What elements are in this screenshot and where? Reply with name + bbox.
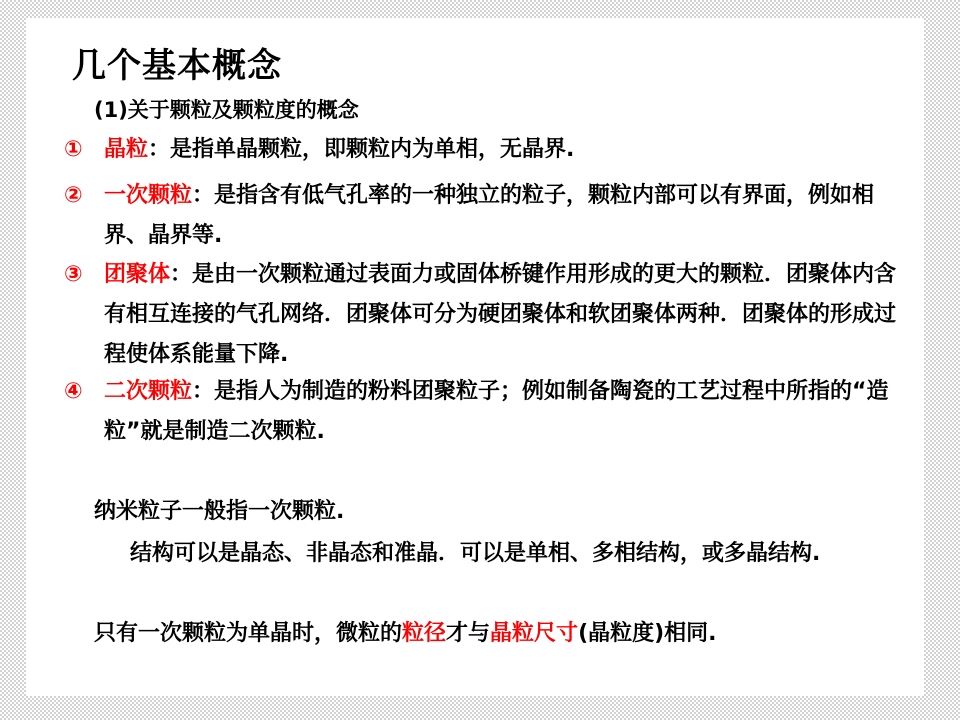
item-text: ：是指含有低气孔率的一种独立的粒子，颗粒内部可以有界面，例如相界、晶界等. (104, 183, 875, 248)
paragraph-structure: 结构可以是晶态、非晶态和准晶．可以是单相、多相结构，或多晶结构. (130, 541, 821, 566)
item-marker: ① (64, 137, 83, 162)
slide (26, 18, 924, 696)
highlight-grain-size: 晶粒尺寸 (490, 621, 579, 646)
item-marker: ② (64, 183, 83, 208)
item-text: ：是指单晶颗粒，即颗粒内为单相，无晶界. (148, 137, 575, 162)
paragraph-text: 才与 (446, 621, 491, 646)
item-term: 晶粒 (104, 137, 149, 162)
item-text: ：是由一次颗粒通过表面力或固体桥键作用形成的更大的颗粒．团聚体内含有相互连接的气孔网络．团聚体可分为硬团聚体和软团聚体两种．团聚体的形成过程使体系能量下降. (104, 262, 897, 367)
item-marker: ③ (64, 262, 83, 287)
paragraph-text: (晶粒度)相同. (578, 621, 717, 646)
item-term: 团聚体 (104, 262, 171, 287)
item-marker: ④ (64, 379, 83, 404)
paragraph-text: 只有一次颗粒为单晶时，微粒的 (94, 621, 403, 646)
item-text: ：是指人为制造的粉料团聚粒子；例如制备陶瓷的工艺过程中所指的“造粒”就是制造二次颗粒. (104, 379, 889, 444)
paragraph-single-crystal (94, 614, 717, 654)
item-term: 一次颗粒 (104, 183, 193, 208)
section-subtitle: (1)关于颗粒及颗粒度的概念 (94, 98, 359, 122)
item-term: 二次颗粒 (104, 379, 193, 404)
slide-title: 几个基本概念 (72, 46, 282, 86)
highlight-particle-size: 粒径 (402, 621, 447, 646)
paragraph-nanoparticle: 纳米粒子一般指一次颗粒. (94, 499, 345, 524)
